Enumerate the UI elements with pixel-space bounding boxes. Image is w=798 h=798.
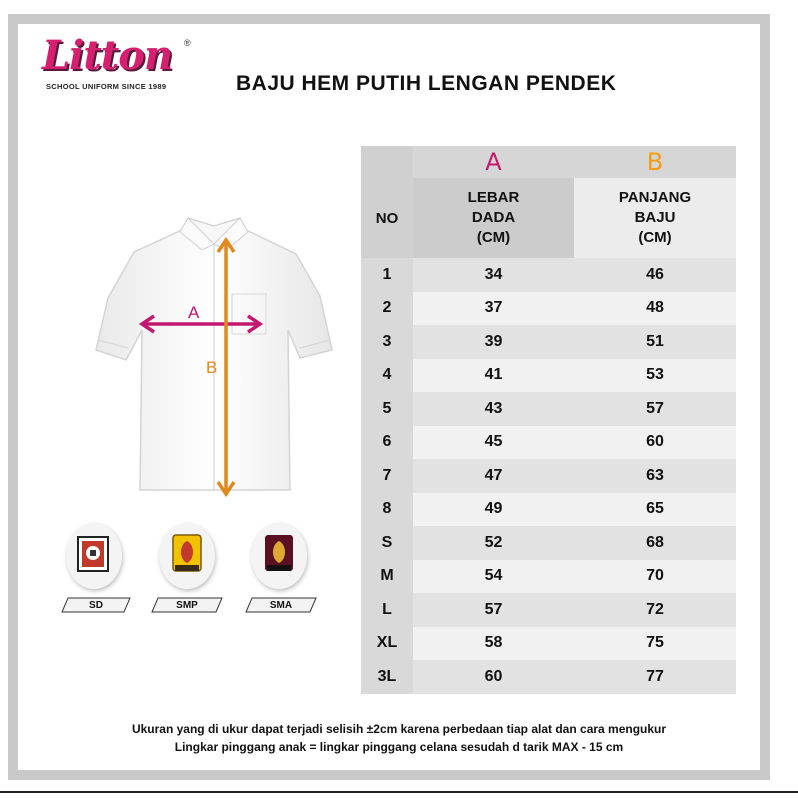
label-b: B (206, 358, 218, 377)
lebar-dada-cell: 58 (413, 627, 574, 661)
bottom-divider (0, 791, 798, 793)
lebar-dada-cell: 52 (413, 526, 574, 560)
panjang-baju-cell: 57 (574, 392, 736, 426)
note-line-1: Ukuran yang di ukur dapat terjadi selisih ±2cm karena perbedaan tiap alat dan cara mengukur (131, 722, 667, 736)
lebar-dada-cell: 54 (413, 560, 574, 594)
panjang-baju-cell: 63 (574, 459, 736, 493)
panjang-baju-cell: 60 (574, 426, 736, 460)
table-header-row (361, 178, 736, 258)
sd-badge-icon (66, 523, 122, 589)
size-cell: S (361, 526, 413, 560)
column-letter-a: A (413, 146, 574, 178)
size-cell: L (361, 593, 413, 627)
panjang-baju-cell: 46 (574, 258, 736, 292)
header-a-line3: (CM) (476, 229, 511, 246)
size-cell: 8 (361, 493, 413, 527)
size-cell: 7 (361, 459, 413, 493)
size-cell: 6 (361, 426, 413, 460)
badge-smp (159, 523, 215, 589)
table-row (361, 359, 736, 393)
panjang-baju-cell: 65 (574, 493, 736, 527)
badge-smp-text: SMP (176, 599, 198, 611)
table-row (361, 593, 736, 627)
panjang-baju-cell: 51 (574, 325, 736, 359)
size-cell: 2 (361, 292, 413, 326)
table-row (361, 627, 736, 661)
header-b-line3: (CM) (638, 229, 672, 246)
panjang-baju-cell: 68 (574, 526, 736, 560)
letter-cell-blank (361, 146, 413, 178)
table-row (361, 392, 736, 426)
size-cell: 1 (361, 258, 413, 292)
header-panjang-baju (574, 178, 736, 258)
table-body (361, 258, 736, 694)
panjang-baju-cell: 70 (574, 560, 736, 594)
panjang-baju-cell: 72 (574, 593, 736, 627)
size-cell: 3 (361, 325, 413, 359)
lebar-dada-cell: 41 (413, 359, 574, 393)
badge-label-sma (244, 597, 318, 613)
badge-label-smp (150, 597, 224, 613)
table-row (361, 560, 736, 594)
badge-label-sd (60, 597, 132, 613)
panjang-baju-cell: 53 (574, 359, 736, 393)
label-a: A (188, 303, 200, 322)
badge-sma-text: SMA (269, 599, 293, 611)
smp-badge-icon (159, 523, 215, 589)
table-letter-row (361, 146, 736, 178)
table-row (361, 493, 736, 527)
page-title: BAJU HEM PUTIH LENGAN PENDEK (236, 72, 617, 95)
sma-badge-icon (251, 523, 307, 589)
lebar-dada-cell: 39 (413, 325, 574, 359)
size-table (361, 146, 736, 694)
lebar-dada-cell: 60 (413, 660, 574, 694)
size-cell: 5 (361, 392, 413, 426)
header-lebar-dada (413, 178, 574, 258)
lebar-dada-cell: 34 (413, 258, 574, 292)
panjang-baju-cell: 75 (574, 627, 736, 661)
shirt-diagram (64, 210, 354, 510)
brand-name: Litton (42, 32, 173, 79)
header-b-line2: BAJU (634, 209, 676, 226)
size-cell: XL (361, 627, 413, 661)
shirt-icon (96, 218, 332, 490)
header-a-line1: LEBAR (467, 189, 520, 206)
header-no: NO (361, 178, 413, 258)
column-letter-b: B (574, 146, 736, 178)
brand-logo (42, 32, 192, 94)
lebar-dada-cell: 45 (413, 426, 574, 460)
table-row (361, 660, 736, 694)
table-row (361, 325, 736, 359)
table-row (361, 292, 736, 326)
lebar-dada-cell: 49 (413, 493, 574, 527)
lebar-dada-cell: 47 (413, 459, 574, 493)
lebar-dada-cell: 43 (413, 392, 574, 426)
size-cell: 4 (361, 359, 413, 393)
header-a-line2: DADA (471, 209, 516, 226)
size-cell: 3L (361, 660, 413, 694)
table-row (361, 526, 736, 560)
lebar-dada-cell: 57 (413, 593, 574, 627)
lebar-dada-cell: 37 (413, 292, 574, 326)
badge-sd-text: SD (89, 599, 103, 611)
brand-tagline: SCHOOL UNIFORM SINCE 1989 (46, 82, 167, 91)
panjang-baju-cell: 48 (574, 292, 736, 326)
badge-sd (66, 523, 122, 589)
table-row (361, 426, 736, 460)
size-cell: M (361, 560, 413, 594)
header-b-line1: PANJANG (618, 189, 692, 206)
table-row (361, 459, 736, 493)
panjang-baju-cell: 77 (574, 660, 736, 694)
table-row (361, 258, 736, 292)
registered-mark: ® (184, 38, 191, 48)
note-line-2: Lingkar pinggang anak = lingkar pinggang celana sesudah d tarik MAX - 15 cm (174, 740, 624, 754)
badge-sma (251, 523, 307, 589)
